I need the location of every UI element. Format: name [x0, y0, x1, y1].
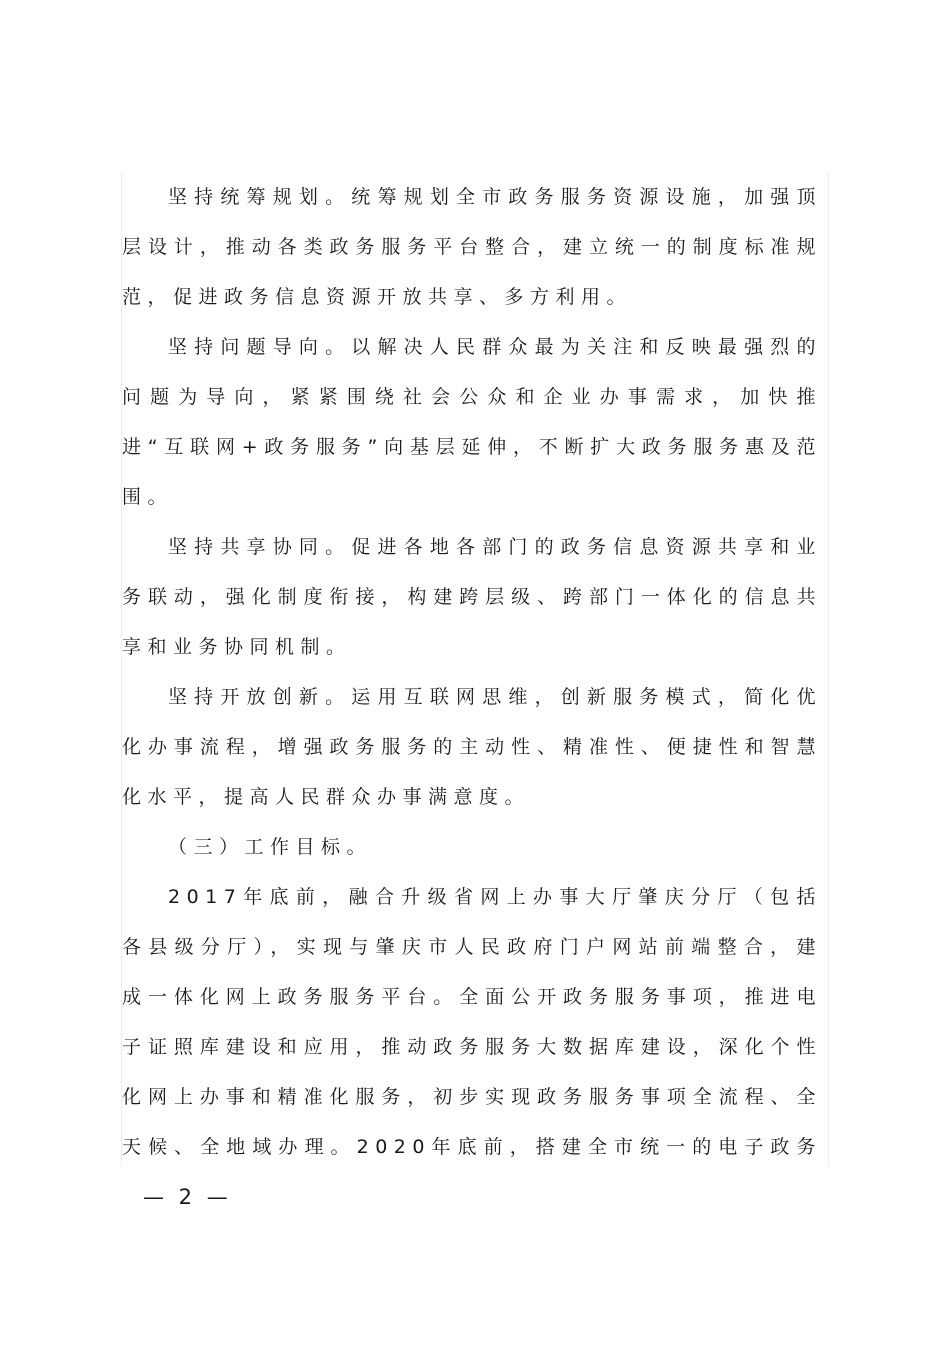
document-body — [122, 172, 822, 1166]
paragraph-overall-planning: 坚持统筹规划。统筹规划全市政务服务资源设施，加强顶层设计，推动各类政务服务平台整合，建立统一的制度标准规范，促进政务信息资源开放共享、多方利用。 — [122, 186, 822, 308]
paragraph-open-innovation: 坚持开放创新。运用互联网思维，创新服务模式，简化优化办事流程，增强政务服务的主动性、精准性、便捷性和智慧化水平，提高人民群众办事满意度。 — [122, 686, 822, 808]
page-number: — 2 — — [143, 1185, 232, 1209]
paragraph-sharing-collaboration: 坚持共享协同。促进各地各部门的政务信息资源共享和业务联动，强化制度衔接，构建跨层级、跨部门一体化的信息共享和业务协同机制。 — [122, 536, 822, 658]
right-margin-line — [828, 172, 829, 1166]
paragraph-problem-oriented: 坚持问题导向。以解决人民群众最为关注和反映最强烈的问题为导向，紧紧围绕社会公众和企业办事需求，加快推进“互联网+政务服务”向基层延伸，不断扩大政务服务惠及范围。 — [122, 336, 822, 508]
section-heading-work-goals: （三）工作目标。 — [168, 836, 373, 858]
paragraph-work-goals: 2017年底前，融合升级省网上办事大厅肇庆分厅（包括各县级分厅），实现与肇庆市人民政府门户网站前端整合，建成一体化网上政务服务平台。全面公开政务服务事项，推进电子证照库建设和应用，推动政务服务大数据库建设，深化个性化网上办事和精准化服务，初步实现政务服务事项全流程、全天候、全地域办理。2020年底前，搭建全市统一的电子政务 — [122, 886, 822, 1158]
